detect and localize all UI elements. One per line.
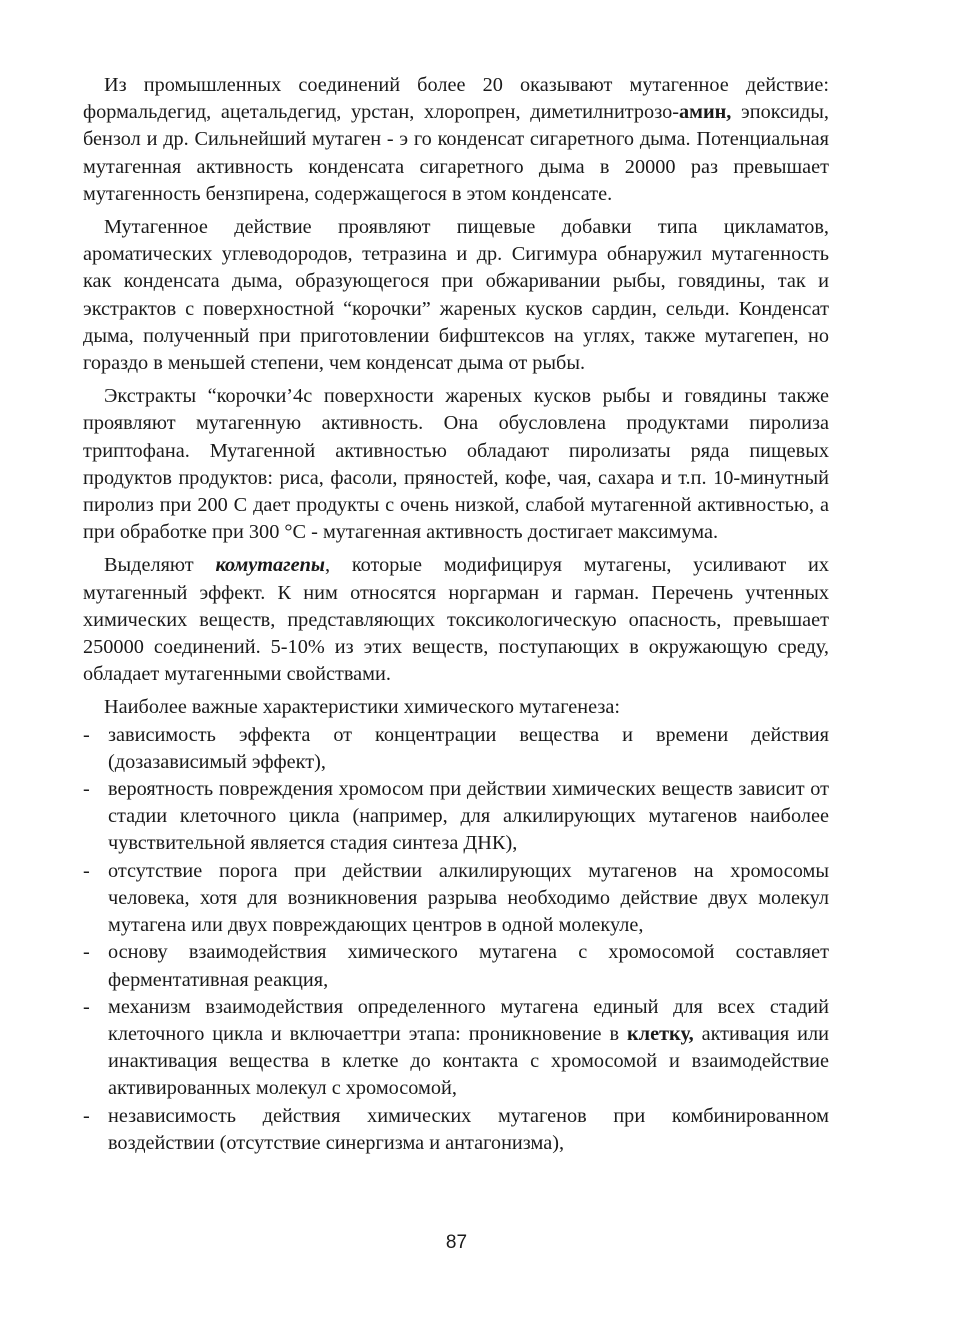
paragraph-text: Наиболее важные характеристики химического мутагенеза: xyxy=(104,696,620,719)
paragraph-text: , которые модифицируя мутагены, усиливают их мутагенный эффект. К ним относятся норгарман и гарман. Перечень учтенных химических веществ, представляющих токсикологическую опасность, превышает 250000 соединений. 5-10% из этих веществ, поступающих в окружающую среду, обладает мутагенными свойствами. xyxy=(83,554,829,686)
bold-italic-term: комутагепы xyxy=(215,554,325,577)
list-item xyxy=(83,722,829,776)
list-dash: - xyxy=(83,859,90,882)
paragraph-characteristics-intro xyxy=(83,694,829,721)
list-item xyxy=(83,858,829,940)
list-dash: - xyxy=(83,778,90,801)
bold-term: амин, xyxy=(678,101,732,124)
list-item-text: зависимость эффекта от концентрации вещества и времени действия (дозазависимый эффект), xyxy=(108,723,829,773)
paragraph-text: Из промышленных соединений более 20 оказывают мутагенное действие: формальдегид, ацетальдегид, урстан, хлоропрен, диметилнитрозо- xyxy=(83,74,829,124)
paragraph-food-additives xyxy=(83,214,829,377)
list-dash: - xyxy=(83,1104,90,1127)
paragraph-text: Выделяют xyxy=(104,554,216,577)
paragraph-comutagens xyxy=(83,552,829,688)
list-item xyxy=(83,776,829,858)
list-item-text: отсутствие порога при действии алкилирующих мутагенов на хромосомы человека, хотя для возникновения разрыва необходимо действие двух молекул мутагена или двух повреждающих центров в одной молекуле, xyxy=(108,859,829,937)
characteristics-list xyxy=(83,722,829,1157)
list-dash: - xyxy=(83,941,90,964)
list-item-text: механизм взаимодействия определенного мутагена единый для всех стадий клеточного цикла и включаеттри этапа: проникновение в xyxy=(108,995,829,1045)
list-item xyxy=(83,994,829,1103)
list-item-text: основу взаимодействия химического мутагена с хромосомой составляет ферментативная реакция, xyxy=(108,941,829,991)
list-item xyxy=(83,1103,829,1157)
page-body xyxy=(83,72,829,1157)
list-item-text: независимость действия химических мутагенов при комбинированном воздействии (отсутствие синергизма и антагонизма), xyxy=(108,1104,829,1154)
page-number: 87 xyxy=(445,1232,468,1253)
list-item xyxy=(83,939,829,993)
bold-term: клетку, xyxy=(627,1022,694,1045)
paragraph-text: Экстракты “корочки’4с поверхности жареных кусков рыбы и говядины также проявляют мутагенную активность. Она обусловлена продуктами пиролиза триптофана. Мутагенной активностью обладают пиролизаты ряда пищевых продуктов продуктов: риса, фасоли, пряностей, кофе, чая, сахара и т.п. 10-минутный пиролиз при 200 С дает продукты с очень низкой, слабой мутагенной активностью, а при обработке при 300 °С - мутагенная активность достигает максимума. xyxy=(83,385,829,544)
paragraph-crust-extracts xyxy=(83,383,829,546)
list-item-text: вероятность повреждения хромосом при действии химических веществ зависит от стадии клеточного цикла (например, для алкилирующих мутагенов наиболее чувствительной является стадия синтеза ДНК), xyxy=(108,778,829,855)
paragraph-industrial-mutagens xyxy=(83,72,829,208)
list-item-text: активация или инактивация вещества в клетке до контакта с хромосомой и взаимодействие активированных молекул с хромосомой, xyxy=(108,1022,829,1100)
paragraph-text: эпоксиды, бензол и др. Сильнейший мутаген - э го конденсат сигаретного дыма. Потенциальная мутагенная активность конденсата сигаретного дыма в 20000 раз превышает мутагенность бензпирена, содержащегося в этом конденсате. xyxy=(83,101,829,205)
paragraph-text: Мутагенное действие проявляют пищевые добавки типа цикламатов, ароматических углеводородов, тетразина и др. Сигимура обнаружил мутагенность как конденсата дыма, образующегося при обжаривании рыбы, говядины, так и экстрактов с поверхностной “корочки” жареных кусков сардин, сельди. Конденсат дыма, полученный при приготовлении бифштексов на углях, также мутагепен, но гораздо в меньшей степени, чем конденсат дыма от рыбы. xyxy=(83,216,829,375)
list-dash: - xyxy=(83,995,90,1018)
list-dash: - xyxy=(83,723,90,746)
